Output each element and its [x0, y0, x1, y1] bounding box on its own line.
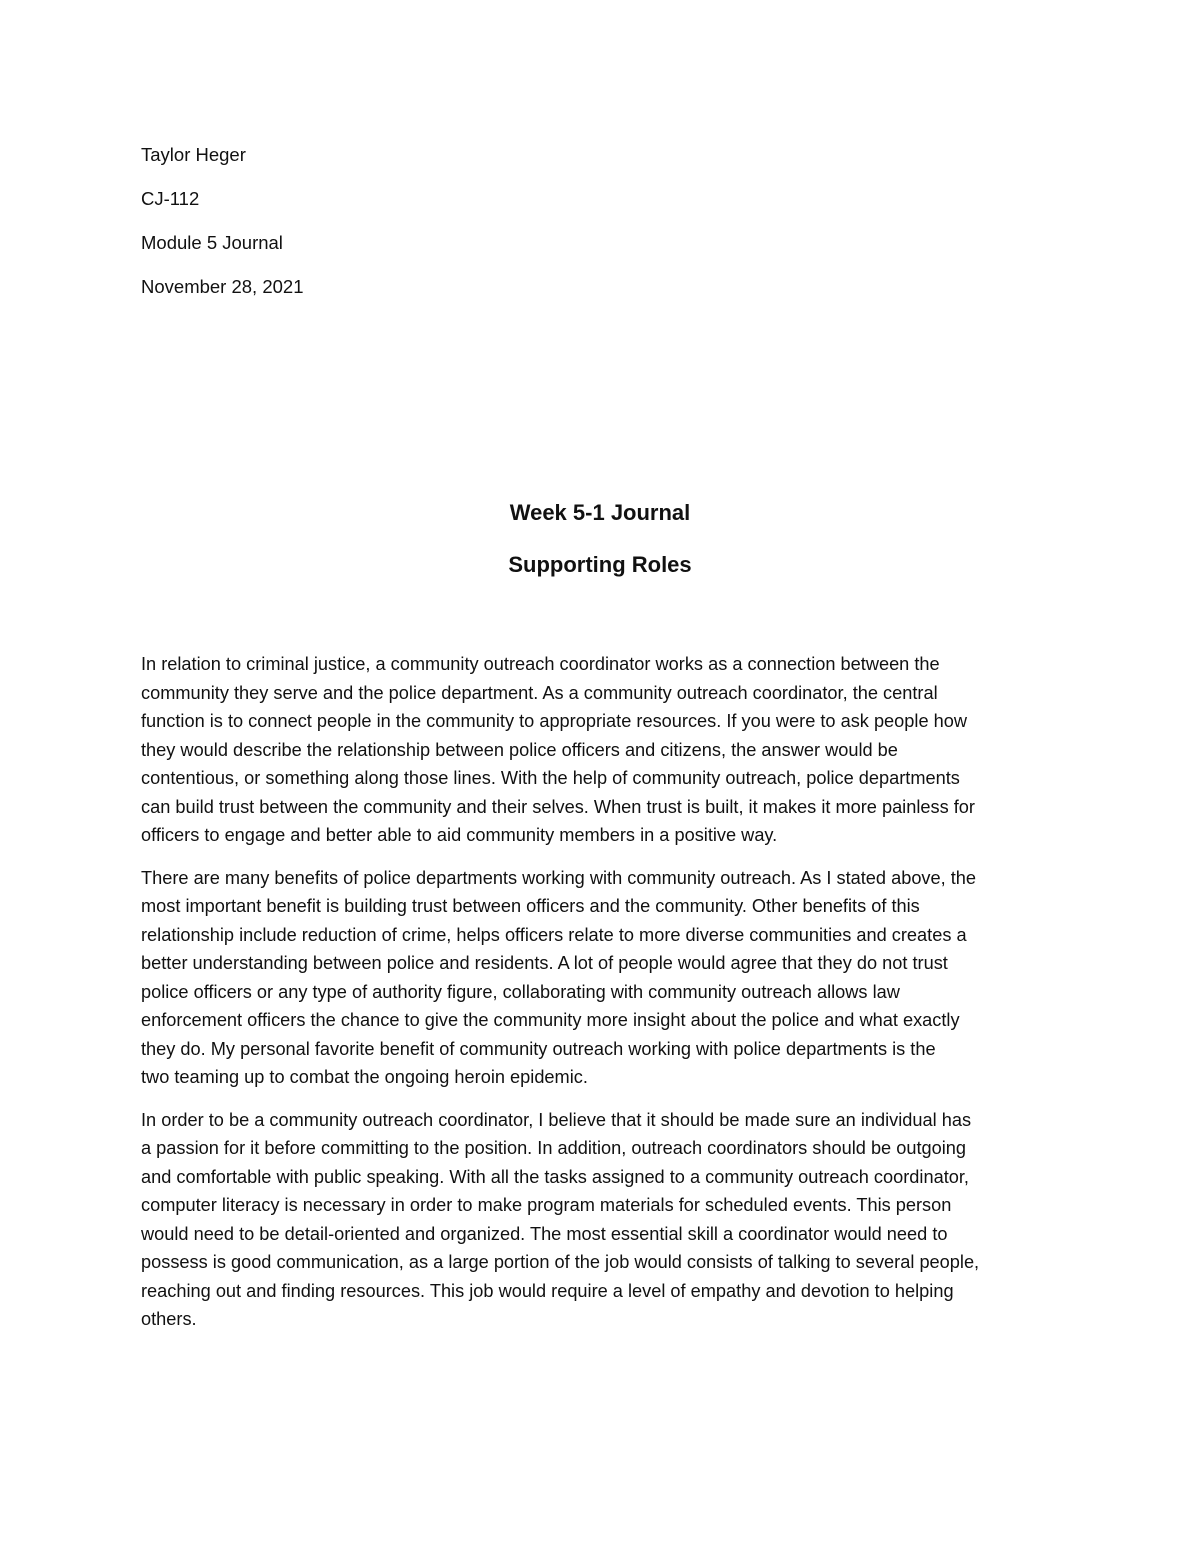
- text-line: a passion for it before committing to the position. In addition, outreach coordinators should be outgoing: [141, 1138, 967, 1158]
- body-text: [141, 650, 1061, 1348]
- text-line: they would describe the relationship between police officers and citizens, the answer would be: [141, 739, 898, 760]
- page-subtitle: Supporting Roles: [508, 552, 692, 577]
- text-line: There are many benefits of police departments working with community outreach. As I stated above, the: [141, 867, 977, 888]
- text-line: they do. My personal favorite benefit of community outreach working with police departments is the: [141, 1038, 936, 1059]
- page-title: Week 5-1 Journal: [509, 500, 691, 525]
- paragraph-3: [141, 1106, 1061, 1334]
- text-line: most important benefit is building trust between officers and the community. Other benefits of this: [141, 896, 920, 916]
- text-line: can build trust between the community and their selves. When trust is built, it makes it more painless for: [141, 796, 975, 817]
- text-line: reaching out and finding resources. This job would require a level of empathy and devotion to helping: [141, 1280, 954, 1301]
- text-line: enforcement officers the chance to give the community more insight about the police and what exactly: [141, 1010, 960, 1030]
- document-header: [141, 141, 741, 317]
- course-code: CJ-112: [141, 188, 200, 209]
- paragraph-2: [141, 864, 1061, 1092]
- paragraph-1: [141, 650, 1061, 850]
- text-line: others.: [141, 1309, 197, 1329]
- document-date: November 28, 2021: [141, 276, 304, 297]
- text-line: and comfortable with public speaking. With all the tasks assigned to a community outreach coordinator,: [141, 1166, 969, 1187]
- title-block: [141, 496, 1059, 600]
- text-line: In order to be a community outreach coordinator, I believe that it should be made sure an individual has: [141, 1109, 972, 1130]
- author-name: Taylor Heger: [141, 144, 246, 165]
- text-line: community they serve and the police department. As a community outreach coordinator, the central: [141, 682, 938, 703]
- text-line: would need to be detail-oriented and organized. The most essential skill a coordinator would need to: [141, 1223, 948, 1244]
- text-line: better understanding between police and residents. A lot of people would agree that they do not trust: [141, 953, 948, 973]
- text-line: relationship include reduction of crime, helps officers relate to more diverse communities and creates a: [141, 924, 967, 945]
- text-line: contentious, or something along those lines. With the help of community outreach, police departments: [141, 768, 960, 788]
- text-line: In relation to criminal justice, a community outreach coordinator works as a connection between the: [141, 654, 940, 674]
- text-line: two teaming up to combat the ongoing heroin epidemic.: [141, 1067, 588, 1087]
- text-line: officers to engage and better able to aid community members in a positive way.: [141, 825, 778, 845]
- text-line: possess is good communication, as a large portion of the job would consists of talking to several people,: [141, 1252, 980, 1272]
- text-line: computer literacy is necessary in order to make program materials for scheduled events. This person: [141, 1195, 952, 1215]
- text-line: police officers or any type of authority figure, collaborating with community outreach allows law: [141, 981, 900, 1002]
- assignment-name: Module 5 Journal: [141, 232, 283, 253]
- text-line: function is to connect people in the community to appropriate resources. If you were to ask people how: [141, 711, 967, 731]
